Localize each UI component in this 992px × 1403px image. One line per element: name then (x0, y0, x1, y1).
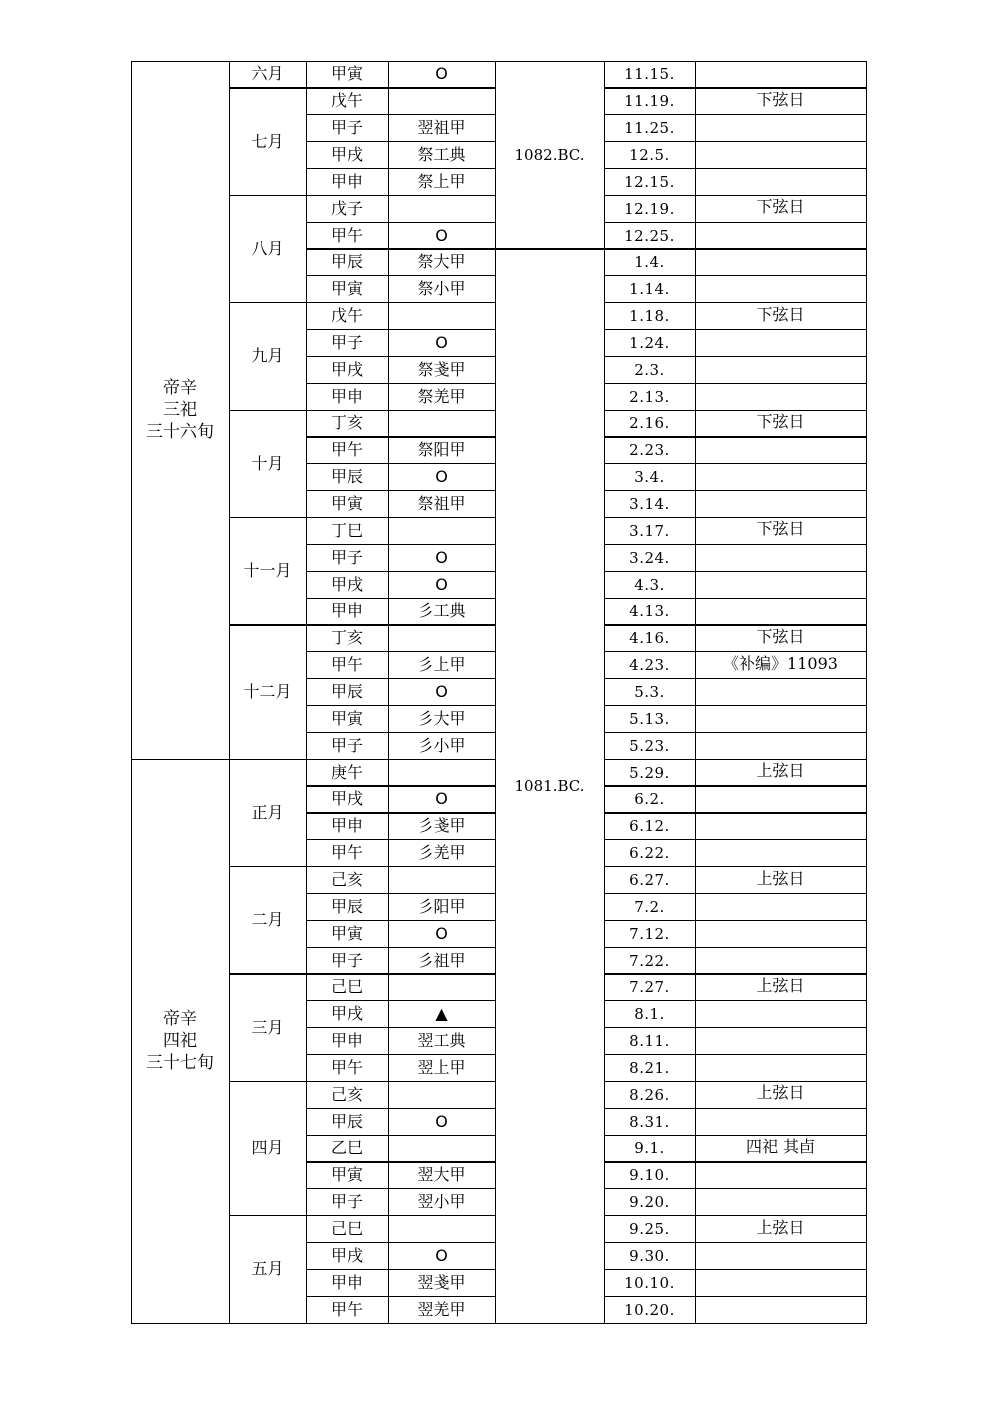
note-cell: 上弦日 (756, 868, 805, 888)
note-cell (695, 947, 866, 974)
note-cell (695, 679, 866, 706)
note-cell: 《补编》11093 (723, 653, 838, 673)
day-cell: 甲戌 (330, 359, 363, 379)
note-cell (695, 1054, 866, 1081)
day-cell: 丁亥 (330, 413, 363, 433)
month-cell: 八月 (251, 238, 284, 258)
date-cell: 9.25. (629, 1220, 670, 1239)
date-cell: 8.21. (629, 1058, 670, 1077)
ritual-cell: 彡小甲 (417, 735, 466, 755)
ritual-cell (388, 974, 495, 1001)
date-cell: 12.19. (624, 199, 675, 218)
note-cell (695, 168, 866, 195)
date-cell: 11.19. (624, 92, 675, 111)
date-cell: 3.17. (629, 521, 670, 540)
day-cell: 甲戌 (330, 1245, 363, 1265)
note-cell (695, 1296, 866, 1323)
day-cell: 甲申 (330, 1031, 363, 1051)
day-cell: 乙巳 (330, 1138, 363, 1158)
ritual-cell: 祭阳甲 (417, 440, 466, 460)
note-cell: 下弦日 (756, 197, 805, 217)
note-cell (695, 249, 866, 276)
ritual-cell (388, 410, 495, 437)
ritual-cell: O (435, 332, 448, 352)
note-cell: 上弦日 (756, 761, 805, 781)
ritual-cell: O (435, 467, 448, 487)
note-cell (695, 115, 866, 142)
day-cell: 甲午 (330, 1299, 363, 1319)
day-cell: 甲子 (330, 950, 363, 970)
ritual-cell (388, 1081, 495, 1108)
ritual-cell (388, 195, 495, 222)
ritual-cell: O (435, 681, 448, 701)
ritual-cell (388, 1135, 495, 1162)
day-cell: 甲戌 (330, 144, 363, 164)
date-cell: 4.23. (629, 656, 670, 675)
date-cell: 9.10. (629, 1166, 670, 1185)
ritual-cell: 翌上甲 (417, 1057, 466, 1077)
note-cell (695, 1162, 866, 1189)
date-cell: 6.12. (629, 817, 670, 836)
day-cell: 甲寅 (330, 279, 363, 299)
note-cell (695, 920, 866, 947)
date-cell: 2.3. (634, 360, 665, 379)
note-cell: 下弦日 (756, 304, 805, 324)
date-cell: 8.11. (629, 1032, 670, 1051)
day-cell: 戊午 (330, 91, 363, 111)
note-cell: 上弦日 (756, 1217, 805, 1237)
day-cell: 甲子 (330, 547, 363, 567)
reign-label-line: 帝辛 (163, 378, 197, 399)
day-cell: 甲申 (330, 816, 363, 836)
date-cell: 9.30. (629, 1246, 670, 1265)
note-cell (695, 1242, 866, 1269)
note-cell: 下弦日 (756, 626, 805, 646)
ritual-cell: 翌小甲 (417, 1192, 466, 1212)
date-cell: 3.24. (629, 548, 670, 567)
ritual-cell (388, 517, 495, 544)
date-cell: 2.16. (629, 414, 670, 433)
note-cell (695, 1269, 866, 1296)
ritual-cell (388, 867, 495, 894)
day-cell: 甲辰 (330, 252, 363, 272)
ritual-cell (388, 625, 495, 652)
date-cell: 8.26. (629, 1085, 670, 1104)
date-cell: 1.14. (629, 280, 670, 299)
ritual-cell: 祭大甲 (417, 252, 466, 272)
reign-label-line: 三十七旬 (146, 1053, 214, 1074)
ritual-cell: 祭小甲 (417, 279, 466, 299)
reign-label-line: 四祀 (163, 1031, 197, 1052)
reign-cell (131, 61, 229, 759)
ritual-cell (388, 303, 495, 330)
date-cell: 5.13. (629, 709, 670, 728)
day-cell: 甲寅 (330, 708, 363, 728)
ritual-cell: 翌工典 (417, 1031, 466, 1051)
month-cell: 五月 (251, 1259, 284, 1279)
note-cell (695, 1108, 866, 1135)
date-cell: 6.22. (629, 844, 670, 863)
ritual-cell: O (435, 923, 448, 943)
ritual-cell (388, 1216, 495, 1243)
date-cell: 5.29. (629, 763, 670, 782)
ritual-cell: 翌羌甲 (417, 1299, 466, 1319)
ritual-cell: 彡戔甲 (417, 816, 466, 836)
note-cell (695, 571, 866, 598)
ritual-cell: 彡阳甲 (417, 896, 466, 916)
ritual-cell: 彡祖甲 (417, 950, 466, 970)
ritual-cell: O (435, 547, 448, 567)
date-cell: 11.15. (624, 65, 675, 84)
date-cell: 10.10. (624, 1273, 675, 1292)
day-cell: 甲子 (330, 332, 363, 352)
note-cell: 下弦日 (756, 519, 805, 539)
date-cell: 4.3. (634, 575, 665, 594)
month-cell: 十二月 (243, 681, 292, 701)
note-cell (695, 1189, 866, 1216)
note-cell (695, 464, 866, 491)
ritual-cell: O (435, 1245, 448, 1265)
note-cell: 上弦日 (756, 975, 805, 995)
note-cell (695, 1001, 866, 1028)
ritual-cell: 祭祖甲 (417, 494, 466, 514)
day-cell: 戊午 (330, 306, 363, 326)
day-cell: 甲申 (330, 386, 363, 406)
ritual-cell: O (435, 574, 448, 594)
date-cell: 12.15. (624, 172, 675, 191)
day-cell: 甲寅 (330, 1165, 363, 1185)
note-cell (695, 356, 866, 383)
day-cell: 甲辰 (330, 681, 363, 701)
date-cell: 7.2. (634, 897, 665, 916)
ritual-cell: O (435, 64, 448, 84)
ritual-cell: 祭戔甲 (417, 359, 466, 379)
date-cell: 4.16. (629, 629, 670, 648)
note-cell: 下弦日 (756, 412, 805, 432)
day-cell: 甲子 (330, 118, 363, 138)
date-cell: 1.18. (629, 307, 670, 326)
month-cell: 四月 (251, 1138, 284, 1158)
month-cell: 六月 (251, 64, 284, 84)
day-cell: 甲辰 (330, 896, 363, 916)
date-cell: 11.25. (624, 119, 675, 138)
date-cell: 6.2. (634, 790, 665, 809)
day-cell: 甲辰 (330, 1111, 363, 1131)
day-cell: 甲辰 (330, 467, 363, 487)
date-cell: 5.3. (634, 682, 665, 701)
day-cell: 甲申 (330, 171, 363, 191)
day-cell: 甲申 (330, 1272, 363, 1292)
date-cell: 8.1. (634, 1005, 665, 1024)
day-cell: 甲申 (330, 601, 363, 621)
date-cell: 4.13. (629, 602, 670, 621)
day-cell: 甲午 (330, 225, 363, 245)
month-cell: 正月 (251, 802, 284, 822)
note-cell (695, 383, 866, 410)
date-cell: 2.23. (629, 441, 670, 460)
ritual-cell: 彡上甲 (417, 655, 466, 675)
day-cell: 甲午 (330, 1057, 363, 1077)
ritual-cell: 翌戔甲 (417, 1272, 466, 1292)
ritual-cell: O (435, 1111, 448, 1131)
day-cell: 庚午 (330, 762, 363, 782)
day-cell: 己亥 (330, 1084, 363, 1104)
day-cell: 戊子 (330, 198, 363, 218)
note-cell (695, 705, 866, 732)
day-cell: 甲寅 (330, 64, 363, 84)
day-cell: 甲戌 (330, 1004, 363, 1024)
note-cell (695, 732, 866, 759)
note-cell (695, 491, 866, 518)
note-cell (695, 598, 866, 625)
day-cell: 甲戌 (330, 574, 363, 594)
date-cell: 3.4. (634, 468, 665, 487)
reign-cell (131, 759, 229, 1323)
ritual-cell (388, 88, 495, 115)
month-cell: 九月 (251, 346, 284, 366)
ritual-cell: 彡羌甲 (417, 843, 466, 863)
date-cell: 7.22. (629, 951, 670, 970)
year-cell: 1081.BC. (514, 776, 585, 795)
month-cell: 三月 (251, 1017, 284, 1037)
note-cell (695, 544, 866, 571)
day-cell: 丁巳 (330, 520, 363, 540)
note-cell: 上弦日 (756, 1083, 805, 1103)
month-cell: 七月 (251, 131, 284, 151)
day-cell: 己亥 (330, 869, 363, 889)
ritual-cell: 彡工典 (417, 601, 466, 621)
month-cell: 十一月 (243, 561, 292, 581)
ritual-cell: 祭上甲 (417, 171, 466, 191)
ritual-cell: ▲ (435, 1004, 448, 1024)
date-cell: 2.13. (629, 387, 670, 406)
note-cell (695, 1028, 866, 1055)
note-cell (695, 330, 866, 357)
reign-label-line: 三祀 (163, 400, 197, 421)
note-cell: 四祀 其卣 (745, 1137, 816, 1157)
date-cell: 1.24. (629, 333, 670, 352)
ritual-cell: 翌祖甲 (417, 118, 466, 138)
date-cell: 1.4. (634, 253, 665, 272)
ritual-cell: O (435, 225, 448, 245)
day-cell: 己巳 (330, 1219, 363, 1239)
note-cell (695, 813, 866, 840)
note-cell (695, 437, 866, 464)
date-cell: 12.25. (624, 226, 675, 245)
ritual-cell (388, 759, 495, 786)
note-cell (695, 142, 866, 169)
day-cell: 甲寅 (330, 494, 363, 514)
date-cell: 10.20. (624, 1300, 675, 1319)
day-cell: 己巳 (330, 977, 363, 997)
ritual-cell: 翌大甲 (417, 1165, 466, 1185)
note-cell: 下弦日 (756, 89, 805, 109)
day-cell: 甲戌 (330, 789, 363, 809)
note-cell (695, 893, 866, 920)
date-cell: 7.12. (629, 924, 670, 943)
date-cell: 8.31. (629, 1112, 670, 1131)
note-cell (695, 840, 866, 867)
date-cell: 7.27. (629, 978, 670, 997)
day-cell: 丁亥 (330, 628, 363, 648)
day-cell: 甲寅 (330, 923, 363, 943)
year-cell: 1082.BC. (514, 145, 585, 164)
note-cell (695, 222, 866, 249)
date-cell: 9.1. (634, 1139, 665, 1158)
date-cell: 6.27. (629, 870, 670, 889)
day-cell: 甲午 (330, 440, 363, 460)
date-cell: 12.5. (629, 145, 670, 164)
date-cell: 9.20. (629, 1193, 670, 1212)
ritual-cell: 祭工典 (417, 144, 466, 164)
note-cell (695, 61, 866, 88)
day-cell: 甲子 (330, 735, 363, 755)
day-cell: 甲子 (330, 1192, 363, 1212)
day-cell: 甲午 (330, 843, 363, 863)
ritual-cell: O (435, 789, 448, 809)
reign-label-line: 帝辛 (163, 1009, 197, 1030)
note-cell (695, 786, 866, 813)
month-cell: 十月 (251, 453, 284, 473)
date-cell: 5.23. (629, 736, 670, 755)
day-cell: 甲午 (330, 655, 363, 675)
month-cell: 二月 (251, 910, 284, 930)
ritual-cell: 祭羌甲 (417, 386, 466, 406)
note-cell (695, 276, 866, 303)
ritual-cell: 彡大甲 (417, 708, 466, 728)
date-cell: 3.14. (629, 495, 670, 514)
reign-label-line: 三十六旬 (146, 422, 214, 443)
